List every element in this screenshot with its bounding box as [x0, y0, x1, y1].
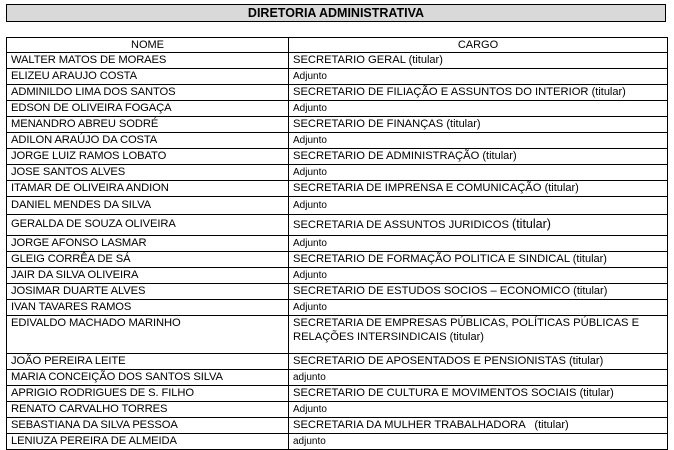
cargo-cell: [289, 402, 668, 418]
cargo-cell: [289, 181, 668, 197]
table-row: [7, 268, 668, 284]
cargo-cell: [289, 252, 668, 268]
cargo-text: adjunto: [293, 436, 326, 447]
nome-cell: IVAN TAVARES RAMOS: [7, 300, 289, 316]
nome-cell: APRIGIO RODRIGUES DE S. FILHO: [7, 386, 289, 402]
cargo-text: SECRETARIA DE EMPRESAS PÚBLICAS, POLÍTICAS PÚBLICAS E RELAÇÕES INTERSINDICAIS: [293, 317, 640, 343]
cargo-suffix: (titular): [573, 285, 608, 297]
cargo-suffix: (titular): [591, 86, 626, 98]
cargo-suffix: (titular): [408, 54, 443, 66]
cargo-cell: [289, 53, 668, 69]
table-row: [7, 402, 668, 418]
nome-cell: GLEIG CORRÊA DE SÁ: [7, 252, 289, 268]
cargo-text: SECRETARIA DE IMPRENSA E COMUNICAÇÃO: [293, 182, 542, 194]
cargo-text: SECRETARIO DE FILIAÇÃO E ASSUNTOS DO INTERIOR: [293, 86, 589, 98]
nome-cell: EDIVALDO MACHADO MARINHO: [7, 316, 289, 354]
table-row: [7, 197, 668, 215]
cargo-text: adjunto: [293, 372, 326, 383]
cargo-suffix: (titular): [572, 253, 607, 265]
nome-cell: JOSIMAR DUARTE ALVES: [7, 284, 289, 300]
nome-cell: JAIR DA SILVA OLIVEIRA: [7, 268, 289, 284]
table-row: [7, 370, 668, 386]
table-row: [7, 300, 668, 316]
table-row: [7, 149, 668, 165]
nome-cell: WALTER MATOS DE MORAES: [7, 53, 289, 69]
directory-table: [6, 37, 668, 450]
cargo-text: Adjunto: [293, 135, 327, 146]
nome-cell: ELIZEU ARAUJO COSTA: [7, 69, 289, 85]
table-row: [7, 85, 668, 101]
cargo-suffix: (titular): [569, 355, 604, 367]
cargo-text: SECRETARIO DE ADMINISTRAÇÃO: [293, 150, 480, 162]
cargo-text: SECRETARIA DA MULHER TRABALHADORA: [293, 419, 526, 431]
cargo-text: SECRETARIA DE ASSUNTOS JURIDICOS: [293, 219, 509, 231]
cargo-text: SECRETARIO DE APOSENTADOS E PENSIONISTAS: [293, 355, 566, 367]
table-row: [7, 284, 668, 300]
table-row: [7, 165, 668, 181]
table-row: [7, 101, 668, 117]
cargo-cell: [289, 316, 668, 354]
nome-cell: LENIUZA PEREIRA DE ALMEIDA: [7, 434, 289, 450]
cargo-cell: [289, 268, 668, 284]
table-row: [7, 69, 668, 85]
cargo-text: Adjunto: [293, 167, 327, 178]
cargo-cell: [289, 117, 668, 133]
nome-cell: JORGE LUIZ RAMOS LOBATO: [7, 149, 289, 165]
cargo-cell: [289, 197, 668, 215]
table-row: [7, 53, 668, 69]
cargo-suffix: (titular): [534, 419, 569, 431]
cargo-text: SECRETARIO DE CULTURA E MOVIMENTOS SOCIAIS: [293, 387, 577, 399]
table-row: [7, 252, 668, 268]
cargo-cell: [289, 386, 668, 402]
nome-cell: ADILON ARAÚJO DA COSTA: [7, 133, 289, 149]
table-row: [7, 418, 668, 434]
table-row: [7, 117, 668, 133]
cargo-text: Adjunto: [293, 103, 327, 114]
page-title: DIRETORIA ADMINISTRATIVA: [6, 4, 666, 22]
table-row: [7, 354, 668, 370]
cargo-cell: [289, 69, 668, 85]
cargo-text: SECRETARIO GERAL: [293, 54, 406, 66]
nome-cell: EDSON DE OLIVEIRA FOGAÇA: [7, 101, 289, 117]
cargo-cell: [289, 133, 668, 149]
cargo-text: Adjunto: [293, 71, 327, 82]
cargo-cell: [289, 149, 668, 165]
nome-cell: JOÃO PEREIRA LEITE: [7, 354, 289, 370]
cargo-text: Adjunto: [293, 302, 327, 313]
table-row: [7, 316, 668, 354]
cargo-text: SECRETARIO DE FINANÇAS: [293, 118, 444, 130]
nome-cell: GERALDA DE SOUZA OLIVEIRA: [7, 215, 289, 236]
cargo-cell: [289, 434, 668, 450]
cargo-cell: [289, 354, 668, 370]
cargo-suffix: (titular): [446, 118, 481, 130]
cargo-suffix: (titular): [512, 217, 551, 231]
cargo-text: SECRETARIO DE FORMAÇÃO POLITICA E SINDICAL: [293, 253, 570, 265]
cargo-cell: [289, 85, 668, 101]
column-header-cargo: CARGO: [289, 38, 668, 53]
cargo-cell: [289, 418, 668, 434]
cargo-text: Adjunto: [293, 404, 327, 415]
nome-cell: MENANDRO ABREU SODRÉ: [7, 117, 289, 133]
table-row: [7, 133, 668, 149]
cargo-cell: [289, 284, 668, 300]
cargo-suffix: (titular): [449, 331, 484, 343]
table-row: [7, 386, 668, 402]
cargo-cell: [289, 165, 668, 181]
cargo-cell: [289, 236, 668, 252]
cargo-text: SECRETARIO DE ESTUDOS SOCIOS – ECONOMICO: [293, 285, 571, 297]
table-row: [7, 215, 668, 236]
cargo-text: Adjunto: [293, 270, 327, 281]
cargo-cell: [289, 101, 668, 117]
cargo-suffix: (titular): [544, 182, 579, 194]
nome-cell: DANIEL MENDES DA SILVA: [7, 197, 289, 215]
nome-cell: ITAMAR DE OLIVEIRA ANDION: [7, 181, 289, 197]
nome-cell: JOSE SANTOS ALVES: [7, 165, 289, 181]
table-header-row: [7, 38, 668, 53]
table-row: [7, 434, 668, 450]
cargo-suffix: (titular): [579, 387, 614, 399]
cargo-cell: [289, 215, 668, 236]
nome-cell: MARIA CONCEIÇÃO DOS SANTOS SILVA: [7, 370, 289, 386]
nome-cell: SEBASTIANA DA SILVA PESSOA: [7, 418, 289, 434]
cargo-cell: [289, 370, 668, 386]
nome-cell: JORGE AFONSO LASMAR: [7, 236, 289, 252]
table-row: [7, 236, 668, 252]
cargo-text: Adjunto: [293, 238, 327, 249]
cargo-cell: [289, 300, 668, 316]
nome-cell: RENATO CARVALHO TORRES: [7, 402, 289, 418]
nome-cell: ADMINILDO LIMA DOS SANTOS: [7, 85, 289, 101]
cargo-text: Adjunto: [293, 200, 327, 211]
cargo-suffix: (titular): [482, 150, 517, 162]
table-row: [7, 181, 668, 197]
column-header-nome: NOME: [7, 38, 289, 53]
